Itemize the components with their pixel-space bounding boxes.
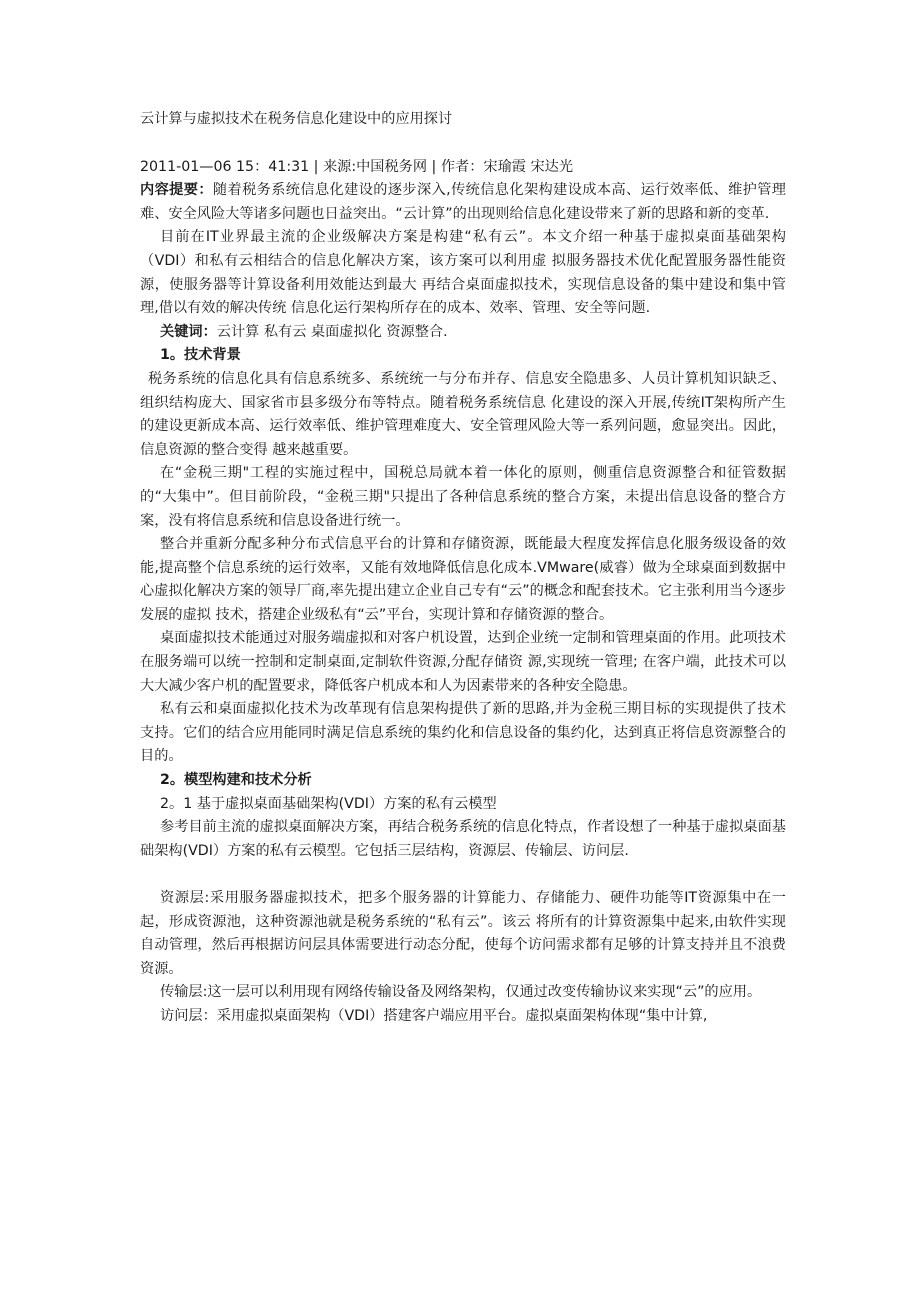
keywords-paragraph [140,321,786,345]
keywords-text: 云计算 私有云 桌面虚拟化 资源整合. [216,323,448,340]
document-title: 云计算与虚拟技术在税务信息化建设中的应用探讨 [140,111,453,127]
intro-paragraph: 目前在IT业界最主流的企业级解决方案是构建“私有云”。本文介绍一种基于虚拟桌面基础架构（VDI）和私有云相结合的信息化解决方案，该方案可以利用虚 拟服务器技术优化配置服务器性能资源，使服务器等计算设备利用效能达到最大 再结合桌面虚拟技术，实现信息设备的集中建设和集中管理,借以有效的解决传统 信息化运行架构所存在的成本、效率、管理、安全等问题. [140,229,786,317]
section-2-paragraph-3: 传输层:这一层可以利用现有网络传输设备及网络架构，仅通过改变传输协议来实现“云”的应用。 [160,984,762,1001]
section-1-paragraph-3: 整合并重新分配多种分布式信息平台的计算和存储资源，既能最大程度发挥信息化服务级设备的效能,提高整个信息系统的运行效率，又能有效地降低信息化成本.VMware(威睿）做为全球桌面到数据中心虚拟化解决方案的领导厂商,率先提出建立企业自己专有“云”的概念和配套技术。它主张利用当今逐步发展的虚拟 技术，搭建企业级私有“云”平台，实现计算和存储资源的整合。 [140,536,786,623]
abstract-paragraph [140,179,786,226]
keywords-label: 关键词： [160,323,217,340]
abstract-text: 随着税务系统信息化建设的逐步深入,传统信息化架构建设成本高、运行效率低、维护管理难、安全风险大等诸多问题也日益突出。“云计算”的出现则给信息化建设带来了新的思路和新的变革. [140,182,786,222]
section-2-paragraph-1: 参考目前主流的虚拟桌面解决方案，再结合税务系统的信息化特点，作者设想了一种基于虚拟桌面基础架构(VDI）方案的私有云模型。它包括三层结构，资源层、传输层、访问层. [140,819,786,859]
article-meta-line: 2011-01—06 15：41:31 | 来源:中国税务网 | 作者：宋瑜霞 宋达光 [140,158,574,175]
section-1-paragraph-5: 私有云和桌面虚拟化技术为改革现有信息架构提供了新的思路,并为金税三期目标的实现提供了技术支持。它们的结合应用能同时满足信息系统的集约化和信息设备的集约化，达到真正将信息资源整合的目的。 [140,701,786,765]
section-1-heading: 1。技术背景 [160,347,241,364]
section-1-paragraph-4: 桌面虚拟技术能通过对服务端虚拟和对客户机设置，达到企业统一定制和管理桌面的作用。此项技术在服务端可以统一控制和定制桌面,定制软件资源,分配存储资 源,实现统一管理; 在客户端，此技术可以大大减少客户机的配置要求，降低客户机成本和人为因素带来的各种安全隐患。 [140,630,786,694]
section-2-paragraph-4: 访问层：采用虚拟桌面架构（VDI）搭建客户端应用平台。虚拟桌面架构体现“集中计算, [160,1007,708,1024]
document-body [140,108,786,1029]
section-2-paragraph-2: 资源层:采用服务器虚拟技术，把多个服务器的计算能力、存储能力、硬件功能等IT资源集中在一起，形成资源池，这种资源池就是税务系统的“私有云”。该云 将所有的计算资源集中起来,由软件实现自动管理，然后再根据访问层具体需要进行动态分配，使每个访问需求都有足够的计算支持并且不浪费资源。 [140,890,786,977]
section-1-paragraph-2: 在“金税三期"工程的实施过程中，国税总局就本着一体化的原则，侧重信息资源整合和征管数据的“大集中”。但目前阶段，“金税三期"只提出了各种信息系统的整合方案，未提出信息设备的整合方案，没有将信息系统和信息设备进行统一。 [140,465,786,529]
section-2-1-subheading: 2。1 基于虚拟桌面基础架构(VDI）方案的私有云模型 [160,795,497,812]
section-2-heading: 2。模型构建和技术分析 [160,772,312,789]
abstract-label: 内容提要： [140,182,213,199]
section-1-paragraph-1: 税务系统的信息化具有信息系统多、系统统一与分布并存、信息安全隐患多、人员计算机知识缺乏、组织结构庞大、国家省市县多级分布等特点。随着税务系统信息 化建设的深入开展,传统IT架构所产生的建设更新成本高、运行效率低、维护管理难度大、安全管理风险大等一系列问题，愈显突出。因此，信息资源的整合变得 越来越重要。 [140,370,786,458]
